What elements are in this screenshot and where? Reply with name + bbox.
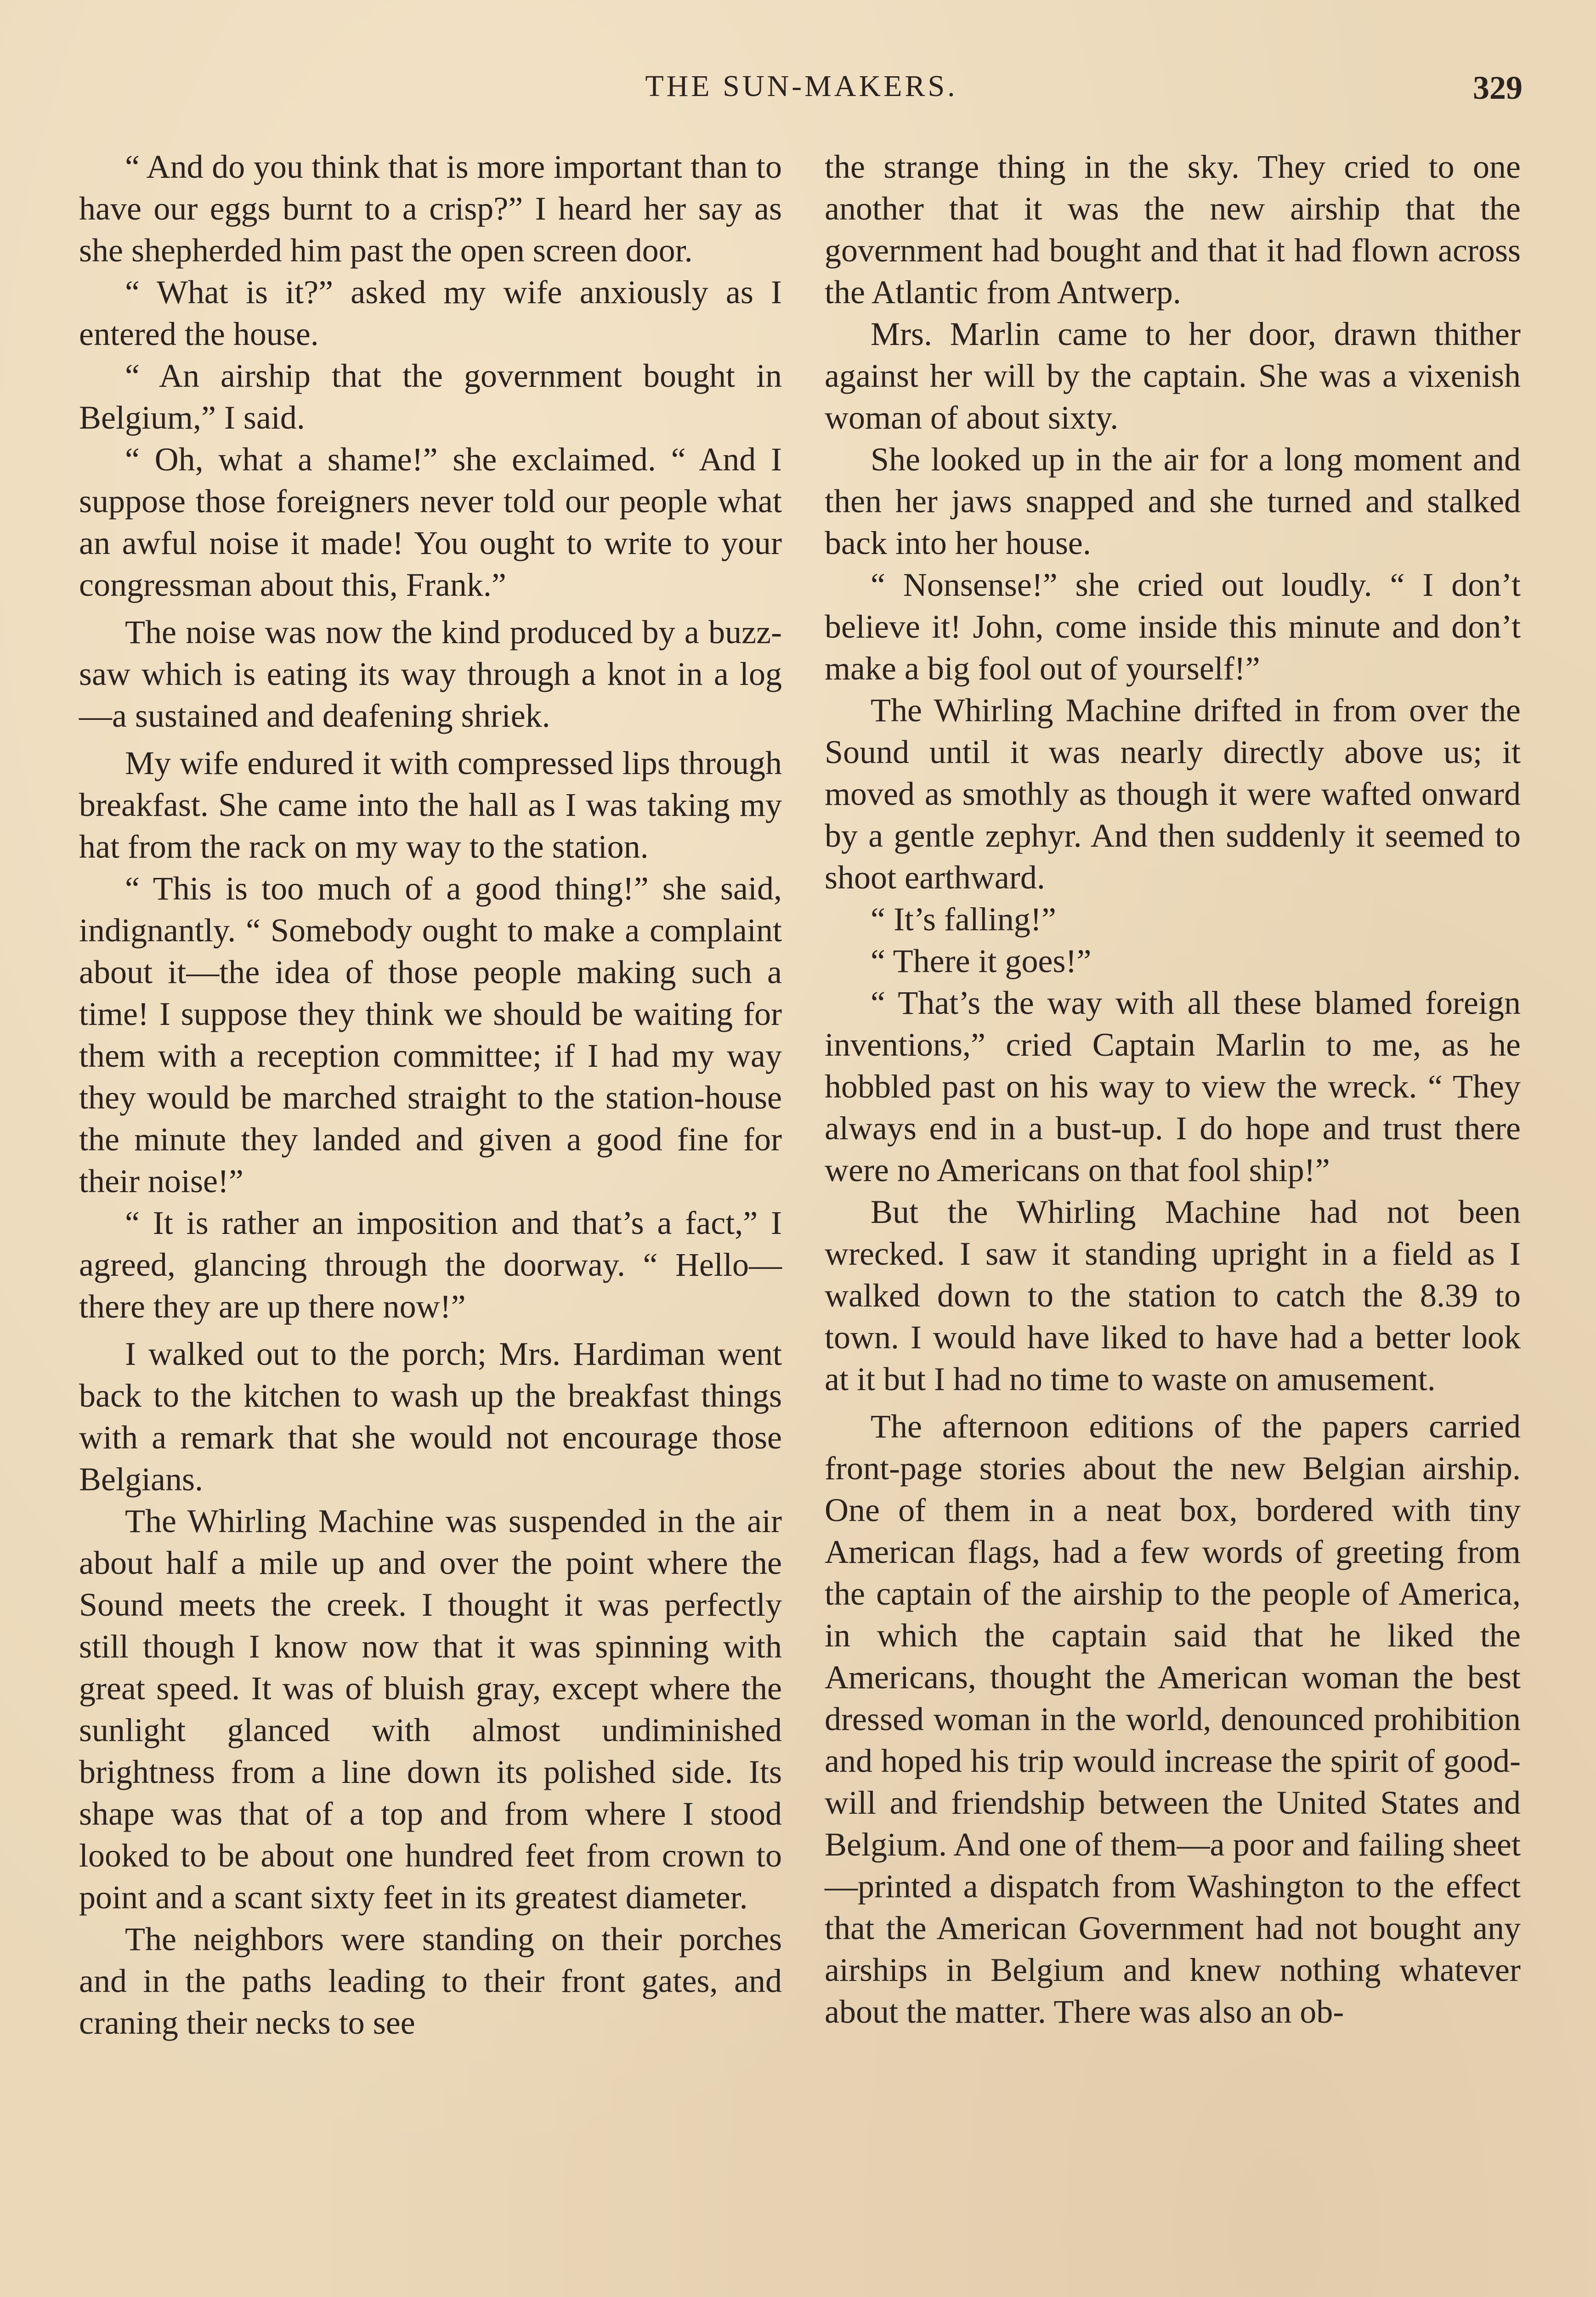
left-column — [79, 146, 782, 2044]
running-title: THE SUN-MAKERS. — [645, 69, 958, 103]
paragraph: The neighbors were standing on their porches and in the paths leading to their front gates, and craning their necks to see — [79, 1921, 782, 2041]
running-header — [80, 69, 1522, 119]
right-column — [825, 146, 1521, 2033]
paragraph: “ That’s the way with all these blamed foreign inventions,” cried Captain Marlin to me, as he hobbled past on his way to view the wreck. “ They always end in a bust-up. I do hope and trust there were no Americans on that fool ship!” — [825, 984, 1521, 1188]
paragraph: Mrs. Marlin came to her door, drawn thither against her will by the captain. She was a vixenish woman of about sixty. — [825, 316, 1521, 436]
paragraph: “ Oh, what a shame!” she exclaimed. “ And I suppose those foreigners never told our people what an awful noise it made! You ought to write to your congressman about this, Frank.” — [79, 441, 782, 603]
paragraph: The noise was now the kind produced by a buzz-saw which is eating its way through a knot in a log—a sustained and deafening shriek. — [79, 614, 782, 734]
paragraph: the strange thing in the sky. They cried to one another that it was the new airship that the government had bought and that it had flown across the Atlantic from Antwerp. — [825, 148, 1521, 311]
paragraph: My wife endured it with compressed lips through breakfast. She came into the hall as I was taking my hat from the rack on my way to the station. — [79, 745, 782, 865]
paragraph: “ There it goes!” — [871, 943, 1092, 979]
paragraph: “ This is too much of a good thing!” she said, indignantly. “ Somebody ought to make a complaint about it—the idea of those people making such a time! I suppose they think we should be waiting for them with a reception committee; if I had my way they would be marched straight to the station-house the minute they landed and given a good fine for their noise!” — [79, 870, 782, 1199]
paragraph: The afternoon editions of the papers carried front-page stories about the new Belgian airship. One of them in a neat box, bordered with tiny American flags, had a few words of greeting from the captain of the airship to the people of America, in which the captain said that he liked the Americans, thought the American woman the best dressed woman in the world, denounced prohibition and hoped his trip would increase the spirit of good-will and friendship between the United States and Belgium. And one of them—a poor and failing sheet—printed a dispatch from Washington to the effect that the American Government had not bought any airships in Belgium and knew nothing whatever about the matter. There was also an ob- — [825, 1408, 1521, 2030]
paragraph: “ It is rather an imposition and that’s a fact,” I agreed, glancing through the doorway. “ Hello—there they are up there now!” — [79, 1205, 782, 1325]
paragraph: The Whirling Machine drifted in from over the Sound until it was nearly directly above us; it moved as smothly as though it were wafted onward by a gentle zephyr. And then suddenly it seemed to shoot earthward. — [825, 692, 1521, 896]
paragraph: She looked up in the air for a long moment and then her jaws snapped and she turned and stalked back into her house. — [825, 441, 1521, 561]
paragraph: But the Whirling Machine had not been wrecked. I saw it standing upright in a field as I walked down to the station to catch the 8.39 to town. I would have liked to have had a better look at it but I had no time to waste on amusement. — [825, 1194, 1521, 1397]
page-number: 329 — [1473, 69, 1522, 106]
paragraph: “ Nonsense!” she cried out loudly. “ I don’t believe it! John, come inside this minute and don’t make a big fool out of yourself!” — [825, 566, 1521, 687]
paragraph: “ It’s falling!” — [871, 901, 1056, 938]
paragraph: “ An airship that the government bought in Belgium,” I said. — [79, 357, 782, 436]
paragraph: “ And do you think that is more important than to have our eggs burnt to a crisp?” I heard her say as she shepherded him past the open screen door. — [79, 148, 782, 269]
paragraph: “ What is it?” asked my wife anxiously as I entered the house. — [79, 274, 782, 352]
paragraph: The Whirling Machine was suspended in the air about half a mile up and over the point where the Sound meets the creek. I thought it was perfectly still though I know now that it was spinning with great speed. It was of bluish gray, except where the sunlight glanced with almost undiminished brightness from a line down its polished side. Its shape was that of a top and from where I stood looked to be about one hundred feet from crown to point and a scant sixty feet in its greatest diameter. — [79, 1503, 782, 1916]
paragraph: I walked out to the porch; Mrs. Hardiman went back to the kitchen to wash up the breakfast things with a remark that she would not encourage those Belgians. — [79, 1335, 782, 1498]
